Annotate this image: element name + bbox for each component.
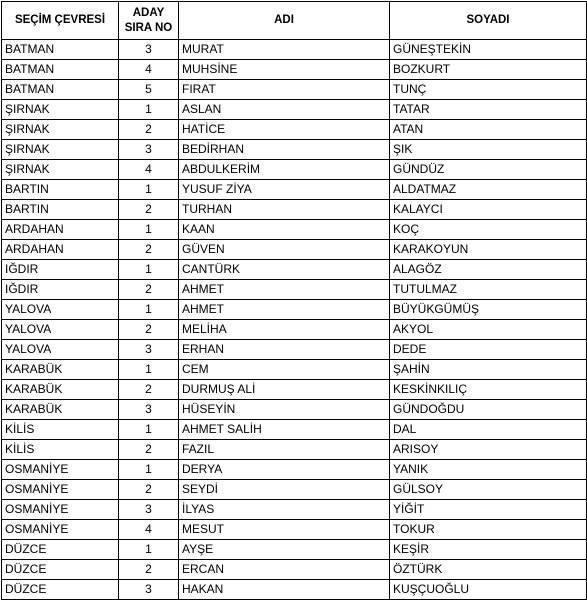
cell-name: AHMET [179, 280, 390, 300]
cell-district: BARTIN [2, 180, 119, 200]
cell-name: ERHAN [179, 340, 390, 360]
cell-name: MESUT [179, 520, 390, 540]
cell-surname: GÜNDÜZ [390, 160, 587, 180]
cell-surname: ALDATMAZ [390, 180, 587, 200]
table-row [2, 300, 587, 320]
cell-district: KİLİS [2, 420, 119, 440]
cell-name: ABDULKERİM [179, 160, 390, 180]
cell-district: OSMANİYE [2, 500, 119, 520]
cell-rank: 3 [119, 140, 179, 160]
table-row [2, 320, 587, 340]
cell-rank: 2 [119, 320, 179, 340]
cell-surname: YİĞİT [390, 500, 587, 520]
cell-name: CANTÜRK [179, 260, 390, 280]
cell-district: KARABÜK [2, 380, 119, 400]
cell-rank: 2 [119, 380, 179, 400]
cell-rank: 3 [119, 580, 179, 600]
cell-district: YALOVA [2, 320, 119, 340]
cell-surname: KEŞİR [390, 540, 587, 560]
cell-district: BATMAN [2, 40, 119, 60]
cell-surname: KOÇ [390, 220, 587, 240]
cell-name: FAZIL [179, 440, 390, 460]
header-rank [119, 2, 179, 40]
cell-name: FIRAT [179, 80, 390, 100]
table-row [2, 540, 587, 560]
cell-rank: 5 [119, 80, 179, 100]
cell-surname: YANIK [390, 460, 587, 480]
cell-name: DURMUŞ ALİ [179, 380, 390, 400]
cell-rank: 2 [119, 200, 179, 220]
cell-rank: 3 [119, 40, 179, 60]
cell-name: CEM [179, 360, 390, 380]
cell-district: KARABÜK [2, 400, 119, 420]
table-row [2, 100, 587, 120]
cell-district: OSMANİYE [2, 520, 119, 540]
table-row [2, 500, 587, 520]
cell-district: DÜZCE [2, 560, 119, 580]
cell-name: HATİCE [179, 120, 390, 140]
table-row [2, 60, 587, 80]
table-row [2, 120, 587, 140]
cell-rank: 1 [119, 220, 179, 240]
cell-surname: TOKUR [390, 520, 587, 540]
cell-rank: 4 [119, 60, 179, 80]
cell-district: YALOVA [2, 300, 119, 320]
cell-surname: TUNÇ [390, 80, 587, 100]
cell-rank: 1 [119, 100, 179, 120]
cell-rank: 1 [119, 260, 179, 280]
cell-surname: ATAN [390, 120, 587, 140]
cell-surname: BÜYÜKGÜMÜŞ [390, 300, 587, 320]
cell-rank: 4 [119, 520, 179, 540]
cell-surname: GÜNDOĞDU [390, 400, 587, 420]
table-row [2, 480, 587, 500]
cell-surname: ARISOY [390, 440, 587, 460]
cell-district: KİLİS [2, 440, 119, 460]
header-rank-line1: ADAY [132, 6, 165, 19]
cell-surname: DEDE [390, 340, 587, 360]
table-row [2, 440, 587, 460]
cell-name: ASLAN [179, 100, 390, 120]
cell-rank: 3 [119, 400, 179, 420]
cell-surname: KESKİNKILIÇ [390, 380, 587, 400]
table-body [2, 40, 587, 600]
cell-surname: ŞAHİN [390, 360, 587, 380]
table-row [2, 420, 587, 440]
cell-surname: ŞIK [390, 140, 587, 160]
cell-surname: KALAYCI [390, 200, 587, 220]
cell-rank: 1 [119, 360, 179, 380]
cell-district: ŞIRNAK [2, 160, 119, 180]
cell-district: BATMAN [2, 80, 119, 100]
cell-district: IĞDIR [2, 280, 119, 300]
cell-name: BEDİRHAN [179, 140, 390, 160]
cell-name: ERCAN [179, 560, 390, 580]
cell-name: GÜVEN [179, 240, 390, 260]
table-row [2, 200, 587, 220]
cell-surname: KUŞÇUOĞLU [390, 580, 587, 600]
cell-rank: 2 [119, 480, 179, 500]
candidate-table [1, 1, 587, 600]
cell-name: KAAN [179, 220, 390, 240]
cell-name: AHMET SALİH [179, 420, 390, 440]
cell-name: DERYA [179, 460, 390, 480]
table-row [2, 400, 587, 420]
cell-name: SEYDİ [179, 480, 390, 500]
cell-surname: ÖZTÜRK [390, 560, 587, 580]
cell-district: OSMANİYE [2, 460, 119, 480]
cell-name: HÜSEYİN [179, 400, 390, 420]
cell-district: ŞIRNAK [2, 120, 119, 140]
cell-surname: ALAGÖZ [390, 260, 587, 280]
cell-district: ŞIRNAK [2, 140, 119, 160]
cell-district: IĞDIR [2, 260, 119, 280]
cell-name: AYŞE [179, 540, 390, 560]
cell-district: ARDAHAN [2, 240, 119, 260]
cell-rank: 1 [119, 420, 179, 440]
table-row [2, 580, 587, 600]
cell-surname: DAL [390, 420, 587, 440]
table-header [2, 2, 587, 40]
header-surname: SOYADI [390, 2, 587, 40]
cell-rank: 2 [119, 120, 179, 140]
cell-surname: GÜLSOY [390, 480, 587, 500]
table-row [2, 280, 587, 300]
cell-district: BATMAN [2, 60, 119, 80]
cell-surname: GÜNEŞTEKİN [390, 40, 587, 60]
cell-district: ŞIRNAK [2, 100, 119, 120]
cell-name: HAKAN [179, 580, 390, 600]
header-rank-line2: SIRA NO [124, 21, 173, 34]
table-row [2, 40, 587, 60]
table-row [2, 80, 587, 100]
cell-name: AHMET [179, 300, 390, 320]
cell-surname: TUTULMAZ [390, 280, 587, 300]
cell-surname: TATAR [390, 100, 587, 120]
cell-name: MELİHA [179, 320, 390, 340]
header-district: SEÇİM ÇEVRESİ [2, 2, 119, 40]
table-row [2, 340, 587, 360]
cell-name: TURHAN [179, 200, 390, 220]
table-row [2, 520, 587, 540]
cell-district: DÜZCE [2, 540, 119, 560]
table-row [2, 560, 587, 580]
cell-rank: 3 [119, 340, 179, 360]
cell-rank: 3 [119, 500, 179, 520]
cell-rank: 1 [119, 180, 179, 200]
table-row [2, 240, 587, 260]
cell-name: YUSUF ZİYA [179, 180, 390, 200]
cell-rank: 1 [119, 540, 179, 560]
cell-rank: 1 [119, 300, 179, 320]
cell-surname: BOZKURT [390, 60, 587, 80]
cell-district: BARTIN [2, 200, 119, 220]
cell-district: KARABÜK [2, 360, 119, 380]
cell-rank: 4 [119, 160, 179, 180]
table-row [2, 460, 587, 480]
table-row [2, 220, 587, 240]
table-row [2, 140, 587, 160]
table-row [2, 160, 587, 180]
cell-rank: 1 [119, 460, 179, 480]
cell-rank: 2 [119, 280, 179, 300]
cell-district: DÜZCE [2, 580, 119, 600]
table-row [2, 380, 587, 400]
cell-rank: 2 [119, 240, 179, 260]
cell-rank: 2 [119, 440, 179, 460]
cell-rank: 2 [119, 560, 179, 580]
table-row [2, 260, 587, 280]
cell-surname: KARAKOYUN [390, 240, 587, 260]
cell-district: ARDAHAN [2, 220, 119, 240]
cell-name: İLYAS [179, 500, 390, 520]
cell-name: MURAT [179, 40, 390, 60]
header-name: ADI [179, 2, 390, 40]
cell-surname: AKYOL [390, 320, 587, 340]
table-row [2, 180, 587, 200]
cell-district: YALOVA [2, 340, 119, 360]
table-row [2, 360, 587, 380]
cell-district: OSMANİYE [2, 480, 119, 500]
header-row [2, 2, 587, 40]
cell-name: MUHSİNE [179, 60, 390, 80]
